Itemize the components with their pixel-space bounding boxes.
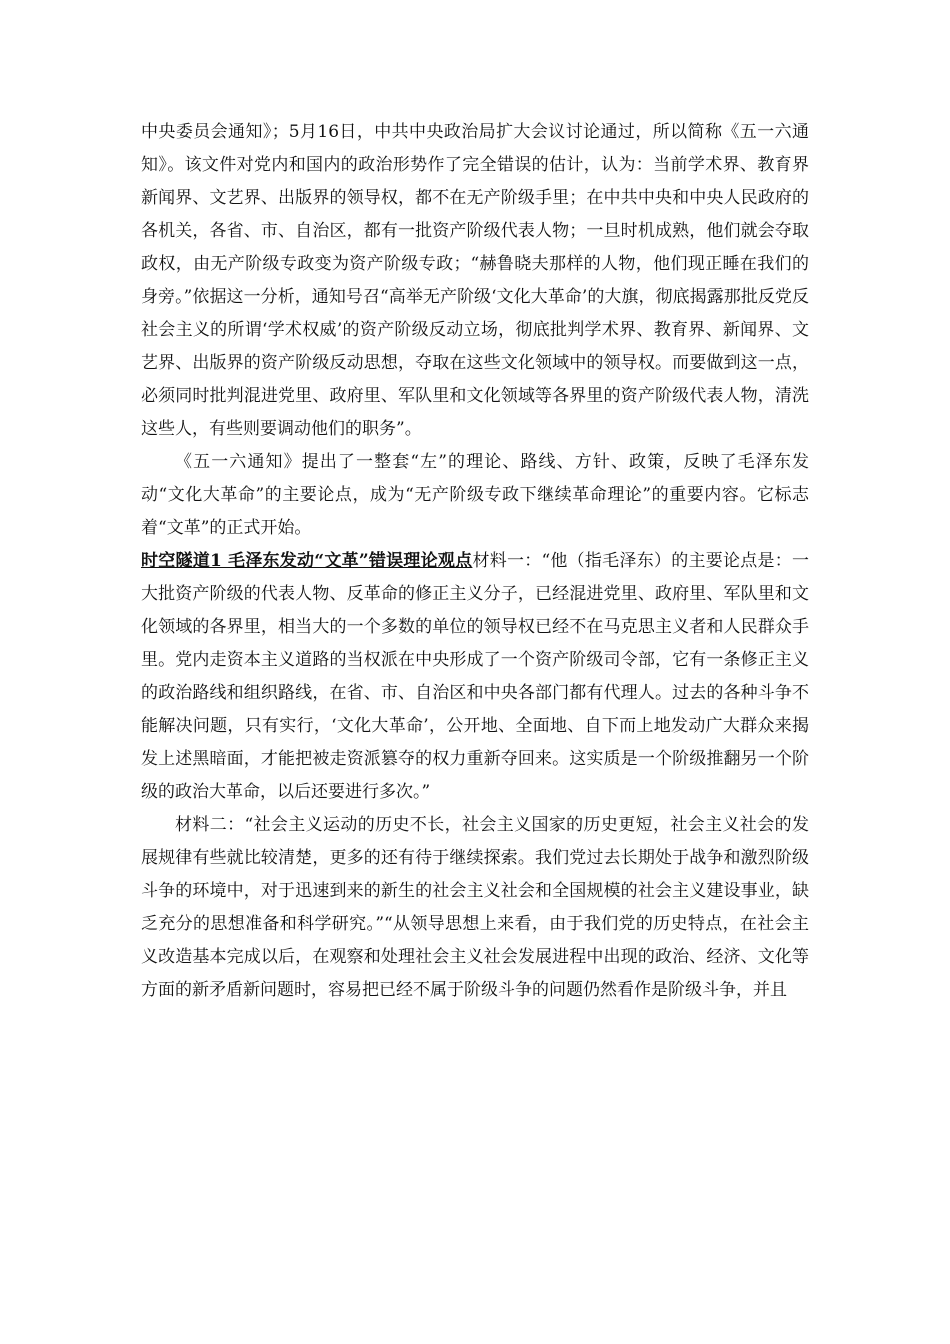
paragraph-wuyiliu-notice (141, 116, 809, 446)
section-heading: 时空隧道1 毛泽东发动“文革”错误理论观点 (141, 551, 473, 571)
paragraph-material-one (141, 545, 809, 809)
paragraph-notice-significance (141, 446, 809, 545)
paragraph-text: 《五一六通知》提出了一整套“左”的理论、路线、方针、政策，反映了毛泽东发动“文化大革命”的主要论点，成为“无产阶级专政下继续革命理论”的重要内容。它标志着“文革”的正式开始。 (141, 452, 809, 538)
paragraph-text: 材料二：“社会主义运动的历史不长，社会主义国家的历史更短，社会主义社会的发展规律有些就比较清楚，更多的还有待于继续探索。我们党过去长期处于战争和激烈阶级斗争的环境中，对于迅速到来的新生的社会主义社会和全国规模的社会主义建设事业，缺乏充分的思想准备和科学研究。”“从领导思想上来看，由于我们党的历史特点，在社会主义改造基本完成以后，在观察和处理社会主义社会发展进程中出现的政治、经济、文化等方面的新矛盾新问题时，容易把已经不属于阶级斗争的问题仍然看作是阶级斗争，并且 (141, 815, 809, 1000)
document-page (141, 116, 809, 1007)
paragraph-text: 中央委员会通知》；5月16日，中共中央政治局扩大会议讨论通过，所以简称《五一六通知》。该文件对党内和国内的政治形势作了完全错误的估计，认为：当前学术界、教育界新闻界、文艺界、出版界的领导权，都不在无产阶级手里；在中共中央和中央人民政府的各机关，各省、市、自治区，都有一批资产阶级代表人物；一旦时机成熟，他们就会夺取政权，由无产阶级专政变为资产阶级专政；“赫鲁晓夫那样的人物，他们现正睡在我们的身旁。”依据这一分析，通知号召“高举无产阶级‘文化大革命’的大旗，彻底揭露那批反党反社会主义的所谓‘学术权威’的资产阶级反动立场，彻底批判学术界、教育界、新闻界、文艺界、出版界的资产阶级反动思想，夺取在这些文化领域中的领导权。而要做到这一点，必须同时批判混进党里、政府里、军队里和文化领域等各界里的资产阶级代表人物，清洗这些人，有些则要调动他们的职务”。 (141, 122, 809, 439)
paragraph-text: 材料一：“他（指毛泽东）的主要论点是：一大批资产阶级的代表人物、反革命的修正主义分子，已经混进党里、政府里、军队里和文化领域的各界里，相当大的一个多数的单位的领导权已经不在马克思主义者和人民群众手里。党内走资本主义道路的当权派在中央形成了一个资产阶级司令部，它有一条修正主义的政治路线和组织路线，在省、市、自治区和中央各部门都有代理人。过去的各种斗争不能解决问题，只有实行，‘文化大革命’，公开地、全面地、自下而上地发动广大群众来揭发上述黑暗面，才能把被走资派篡夺的权力重新夺回来。这实质是一个阶级推翻另一个阶级的政治大革命，以后还要进行多次。” (141, 551, 809, 802)
paragraph-material-two (141, 809, 809, 1007)
